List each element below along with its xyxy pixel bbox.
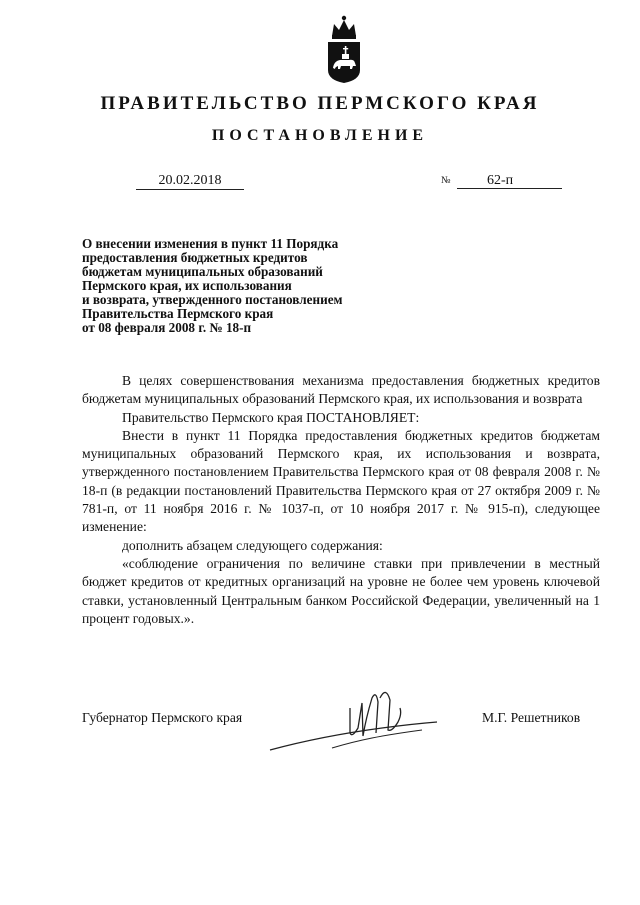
- signatory-position: Губернатор Пермского края: [82, 710, 243, 725]
- subject-line: предоставления бюджетных кредитов: [82, 250, 308, 265]
- document-date: 20.02.2018: [136, 172, 244, 190]
- subject-line: Пермского края, их использования: [82, 278, 292, 293]
- signatory-name: М.Г. Решетников: [482, 710, 581, 725]
- number-sign: №: [441, 175, 451, 186]
- document-type: ПОСТАНОВЛЕНИЕ: [211, 127, 429, 144]
- document-body: [82, 372, 600, 628]
- subject-line: и возврата, утвержденного постановлением: [82, 292, 343, 307]
- document-subject: [82, 237, 412, 335]
- document-number: 62-п: [457, 172, 562, 189]
- subject-line: от 08 февраля 2008 г. № 18-п: [82, 320, 252, 335]
- body-paragraph: дополнить абзацем следующего содержания:: [122, 537, 383, 553]
- government-title: ПРАВИТЕЛЬСТВО ПЕРМСКОГО КРАЯ: [100, 93, 540, 114]
- body-paragraph: Внести в пункт 11 Порядка предоставления бюджетных кредитов бюджетам муниципальных образований Пермского края, их использования и возврата, утвержденного постановлением Правительства Пермского края от 08 февраля 2008 г. № 18-п (в редакции постановлений Правительства Пермского края от 27 октября 2009 г. № 781-п, от 11 ноября 2016 г. № 1037-п, от 10 ноября 2017 г. № 915-п), следующее изменение:: [82, 427, 600, 535]
- subject-line: О внесении изменения в пункт 11 Порядка: [82, 236, 339, 251]
- perm-krai-coat-of-arms-icon: [325, 14, 363, 84]
- body-paragraph: «соблюдение ограничения по величине ставки при привлечении в местный бюджет кредитов от кредитных организаций на уровне не более чем уровень ключевой ставки, установленный Центральным банком Российской Федерации, увеличенный на 1 процент годовых.».: [82, 555, 600, 626]
- subject-line: Правительства Пермского края: [82, 306, 274, 321]
- body-paragraph: Правительство Пермского края ПОСТАНОВЛЯЕТ:: [122, 409, 420, 425]
- body-paragraph: В целях совершенствования механизма предоставления бюджетных кредитов бюджетам муниципальных образований Пермского края, их использования и возврата: [82, 373, 600, 407]
- subject-line: бюджетам муниципальных образований: [82, 264, 323, 279]
- handwritten-signature: [262, 678, 472, 758]
